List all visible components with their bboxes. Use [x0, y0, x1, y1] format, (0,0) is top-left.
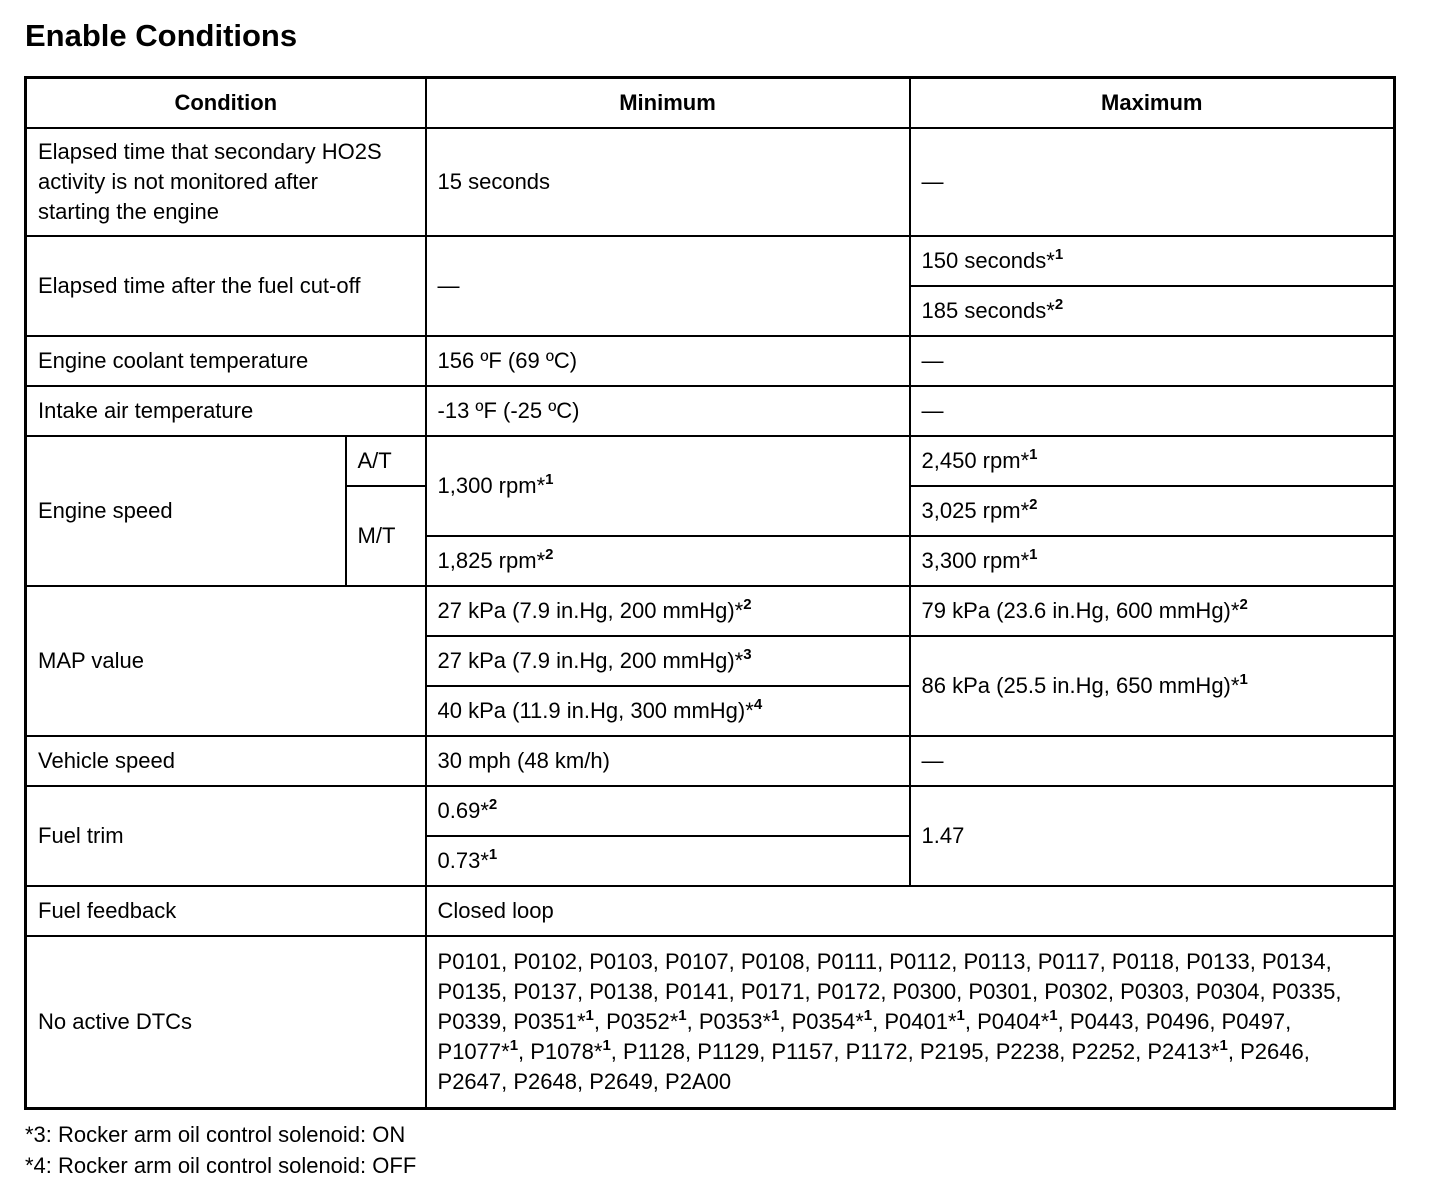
- condition-cell: Fuel feedback: [26, 886, 426, 936]
- maximum-cell: [910, 486, 1395, 536]
- footnote-ref: 1: [545, 471, 554, 488]
- maximum-cell: [910, 436, 1395, 486]
- maximum-cell: —: [910, 386, 1395, 436]
- transmission-mt-cell: M/T: [346, 486, 426, 586]
- header-minimum: Minimum: [426, 78, 910, 129]
- footnote-ref: 1: [1029, 446, 1038, 463]
- value-text: 27 kPa (7.9 in.Hg, 200 mmHg)*: [437, 648, 744, 673]
- condition-cell: Engine coolant temperature: [26, 336, 426, 386]
- minimum-cell: [426, 436, 910, 536]
- value-text: 185 seconds*: [921, 298, 1055, 323]
- footnote-ref: 1: [956, 1007, 965, 1024]
- minimum-cell: —: [426, 236, 910, 336]
- enable-conditions-table: [24, 76, 1396, 1110]
- header-row: [26, 78, 1395, 129]
- value-cell: Closed loop: [426, 886, 1395, 936]
- footnote-ref: 2: [743, 596, 752, 613]
- dtc-text: , P0401*: [872, 1009, 957, 1034]
- dtc-text: , P2646, P2647, P2648, P2649, P2A00: [437, 1039, 1310, 1094]
- dtc-text: P0101, P0102, P0103, P0107, P0108, P0111, P0112, P0113, P0117, P0118, P0133, P0134, P0135, P0137, P0138, P0141, P0171, P0172, P0300, P0301, P0302, P0303, P0304, P0335, P0339, P0351*: [437, 949, 1342, 1034]
- value-text: 79 kPa (23.6 in.Hg, 600 mmHg)*: [921, 598, 1240, 623]
- footnote-ref: 2: [545, 546, 554, 563]
- table-row: [26, 736, 1395, 786]
- footnote-ref: 1: [771, 1007, 780, 1024]
- footnote-ref: 1: [1219, 1037, 1228, 1054]
- table-row: [26, 336, 1395, 386]
- condition-cell: No active DTCs: [26, 936, 426, 1109]
- footnote-ref: 1: [488, 846, 498, 863]
- value-text: 0.73*: [437, 848, 489, 873]
- maximum-cell: —: [910, 736, 1395, 786]
- condition-cell: Vehicle speed: [26, 736, 426, 786]
- maximum-cell: [910, 536, 1395, 586]
- table-row: [26, 586, 1395, 636]
- footnote-4: *4: Rocker arm oil control solenoid: OFF: [25, 1153, 417, 1178]
- footnote-ref: 1: [1029, 546, 1038, 563]
- value-text: 3,300 rpm*: [921, 548, 1030, 573]
- table-row: [26, 786, 1395, 836]
- dtc-text: , P0443, P0496, P0497, P1077*: [437, 1009, 1292, 1064]
- footnote-ref: 2: [1054, 296, 1064, 313]
- maximum-cell: [910, 636, 1395, 736]
- footnote-ref: 2: [1029, 496, 1038, 513]
- maximum-cell: —: [910, 128, 1395, 236]
- value-text: 1,300 rpm*: [437, 473, 546, 498]
- table-row: [26, 436, 1395, 486]
- table-row: [26, 128, 1395, 236]
- footnote-ref: 1: [585, 1007, 594, 1024]
- dtc-list-cell: [426, 936, 1395, 1109]
- footnote-ref: 1: [1049, 1007, 1058, 1024]
- value-text: 2,450 rpm*: [921, 448, 1030, 473]
- maximum-cell: —: [910, 336, 1395, 386]
- table-row: [26, 886, 1395, 936]
- value-text: 86 kPa (25.5 in.Hg, 650 mmHg)*: [921, 673, 1240, 698]
- value-text: 27 kPa (7.9 in.Hg, 200 mmHg)*: [437, 598, 744, 623]
- footnote-ref: 1: [509, 1037, 519, 1054]
- value-text: 150 seconds*: [921, 248, 1055, 273]
- minimum-cell: 15 seconds: [426, 128, 910, 236]
- minimum-cell: [426, 636, 910, 686]
- page-title: Enable Conditions: [25, 18, 298, 53]
- dtc-text: , P0352*: [593, 1009, 679, 1034]
- value-text: 0.69*: [437, 798, 489, 823]
- dtc-text: , P0353*: [686, 1009, 772, 1034]
- maximum-cell: [910, 286, 1395, 336]
- footnote-ref: 1: [1239, 671, 1248, 688]
- minimum-cell: [426, 686, 910, 736]
- header-maximum: Maximum: [910, 78, 1395, 129]
- condition-cell: Intake air temperature: [26, 386, 426, 436]
- minimum-cell: -13 ºF (-25 ºC): [426, 386, 910, 436]
- minimum-cell: [426, 836, 910, 886]
- minimum-cell: 156 ºF (69 ºC): [426, 336, 910, 386]
- maximum-cell: [910, 586, 1395, 636]
- dtc-text: , P1128, P1129, P1157, P1172, P2195, P2238, P2252, P2413*: [610, 1039, 1220, 1064]
- dtc-text: , P0354*: [779, 1009, 864, 1034]
- transmission-at-cell: A/T: [346, 436, 426, 486]
- minimum-cell: 30 mph (48 km/h): [426, 736, 910, 786]
- table-row: [26, 386, 1395, 436]
- condition-cell: Engine speed: [26, 436, 346, 586]
- minimum-cell: [426, 536, 910, 586]
- table-row: [26, 236, 1395, 286]
- value-text: 3,025 rpm*: [921, 498, 1030, 523]
- footnote-ref: 1: [678, 1007, 687, 1024]
- footnote-ref: 1: [863, 1007, 873, 1024]
- minimum-cell: [426, 586, 910, 636]
- dtc-text: , P0404*: [964, 1009, 1050, 1034]
- condition-cell: Elapsed time that secondary HO2S activity is not monitored after starting the engine: [26, 128, 426, 236]
- footnote-ref: 4: [753, 696, 763, 713]
- table-row: [26, 936, 1395, 1109]
- header-condition: Condition: [26, 78, 426, 129]
- condition-cell: Fuel trim: [26, 786, 426, 886]
- dtc-text: , P1078*: [518, 1039, 603, 1064]
- maximum-cell: [910, 236, 1395, 286]
- footnote-ref: 1: [602, 1037, 611, 1054]
- footnote-ref: 3: [743, 646, 752, 663]
- footnote-ref: 1: [1054, 246, 1064, 263]
- value-text: 1,825 rpm*: [437, 548, 546, 573]
- condition-cell: Elapsed time after the fuel cut-off: [26, 236, 426, 336]
- value-text: 40 kPa (11.9 in.Hg, 300 mmHg)*: [437, 698, 754, 723]
- footnote-ref: 2: [488, 796, 498, 813]
- condition-cell: MAP value: [26, 586, 426, 736]
- footnote-ref: 2: [1239, 596, 1248, 613]
- minimum-cell: [426, 786, 910, 836]
- maximum-cell: 1.47: [910, 786, 1395, 886]
- footnote-3: *3: Rocker arm oil control solenoid: ON: [25, 1122, 406, 1147]
